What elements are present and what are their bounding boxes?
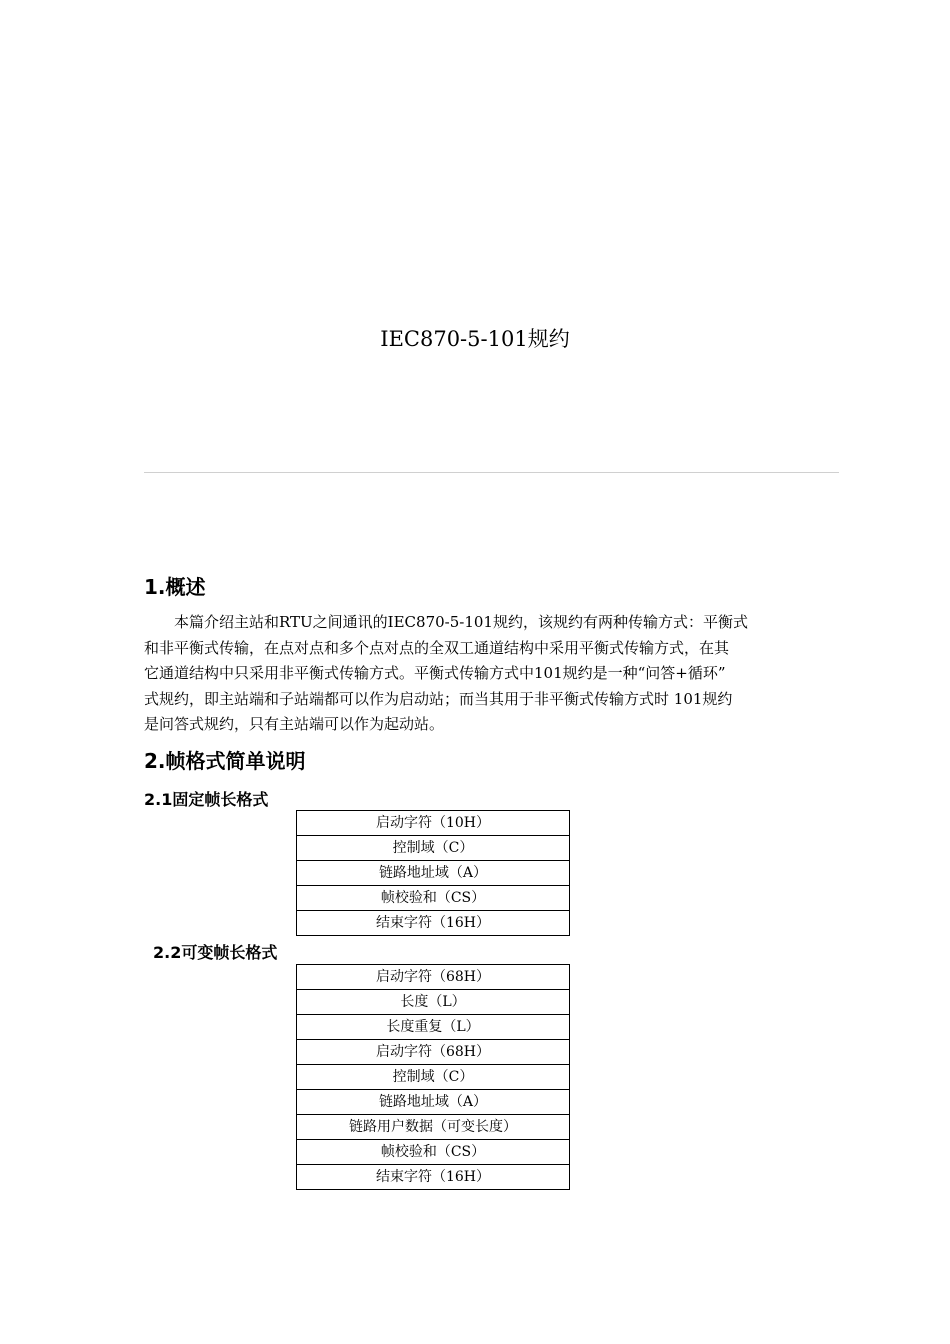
table-cell: 启动字符（68H） — [297, 965, 570, 990]
document-title: IEC870-5-101规约 — [380, 327, 570, 351]
table-cell: 启动字符（10H） — [297, 811, 570, 836]
overview-paragraph — [144, 610, 809, 738]
subsection-heading-fixed-frame: 2.1固定帧长格式 — [144, 790, 269, 809]
table-cell: 结束字符（16H） — [297, 1165, 570, 1190]
section-heading-frame-format: 2.帧格式简单说明 — [144, 749, 306, 773]
fixed-frame-table — [296, 810, 570, 936]
section-heading-overview: 1.概述 — [144, 575, 206, 599]
table-cell: 控制域（C） — [297, 1065, 570, 1090]
paragraph-line: 和非平衡式传输，在点对点和多个点对点的全双工通道结构中采用平衡式传输方式，在其 — [144, 638, 730, 657]
subsection-heading-variable-frame: 2.2可变帧长格式 — [153, 943, 278, 962]
table-cell: 控制域（C） — [297, 836, 570, 861]
paragraph-line: 是问答式规约，只有主站端可以作为起动站。 — [144, 715, 445, 734]
table-row — [297, 1165, 570, 1190]
table-row — [297, 861, 570, 886]
table-cell: 启动字符（68H） — [297, 1040, 570, 1065]
table-row — [297, 990, 570, 1015]
table-row — [297, 965, 570, 990]
table-row — [297, 1065, 570, 1090]
table-cell: 链路地址域（A） — [297, 861, 570, 886]
table-cell: 结束字符（16H） — [297, 911, 570, 936]
table-row — [297, 1115, 570, 1140]
paragraph-line: 式规约，即主站端和子站端都可以作为启动站；而当其用于非平衡式传输方式时 101规约 — [144, 689, 733, 708]
table-cell: 帧校验和（CS） — [297, 886, 570, 911]
title-divider — [144, 472, 839, 473]
table-cell: 长度（L） — [297, 990, 570, 1015]
table-cell: 链路用户数据（可变长度） — [297, 1115, 570, 1140]
paragraph-line: 它通道结构中只采用非平衡式传输方式。平衡式传输方式中101规约是一种“问答+循环” — [144, 664, 726, 683]
table-row — [297, 1040, 570, 1065]
table-row — [297, 886, 570, 911]
table-cell: 帧校验和（CS） — [297, 1140, 570, 1165]
variable-frame-table — [296, 964, 570, 1190]
table-row — [297, 1090, 570, 1115]
table-row — [297, 811, 570, 836]
paragraph-line: 本篇介绍主站和RTU之间通讯的IEC870-5-101规约，该规约有两种传输方式：平衡式 — [174, 613, 748, 631]
table-row — [297, 911, 570, 936]
table-cell: 长度重复（L） — [297, 1015, 570, 1040]
table-row — [297, 1140, 570, 1165]
table-row — [297, 1015, 570, 1040]
table-row — [297, 836, 570, 861]
table-cell: 链路地址域（A） — [297, 1090, 570, 1115]
